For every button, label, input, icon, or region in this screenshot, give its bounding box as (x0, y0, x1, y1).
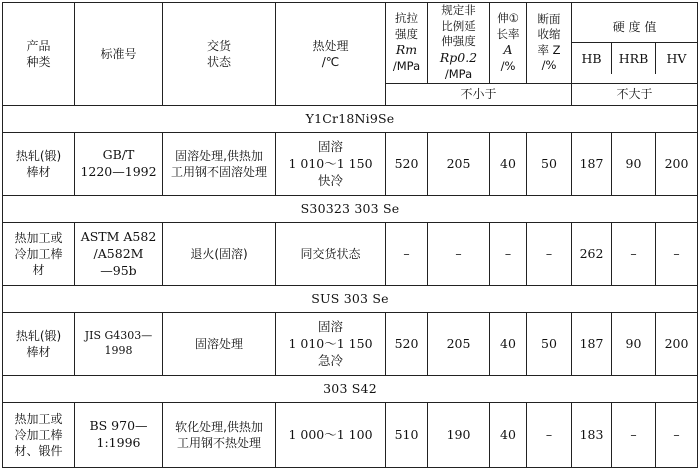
elongation-cell: 40 (490, 403, 527, 468)
heat-treatment-cell: 固溶 1 010～1 150 快冷 (276, 133, 386, 196)
header-tensile-line2: 强度 (395, 26, 418, 41)
header-not-less-than: 不小于 (386, 83, 572, 105)
heat-treatment-cell: 固溶 1 010～1 150 急冷 (276, 313, 386, 376)
yield-strength-cell: 190 (428, 403, 490, 468)
delivery-state-cell: 退火(固溶) (163, 223, 276, 286)
hrb-cell: 90 (612, 133, 656, 196)
elongation-cell: 40 (490, 313, 527, 376)
properties-table (2, 2, 698, 468)
header-reduction-line3: 率 Z (537, 42, 561, 57)
header-heat-treatment (276, 3, 386, 106)
hrb-cell: – (612, 403, 656, 468)
header-reduction-line2: 收缩 (537, 27, 561, 42)
standard-cell: JIS G4303—1998 (75, 313, 163, 376)
header-elong-line1: 伸① (497, 11, 519, 26)
hb-cell: 187 (572, 313, 612, 376)
standard-cell: GB/T 1220—1992 (75, 133, 163, 196)
delivery-state-cell: 固溶处理 (163, 313, 276, 376)
table-row (3, 223, 698, 286)
header-hardness-title: 硬 度 值 (572, 12, 697, 43)
header-product-type: 产品 种类 (3, 3, 75, 106)
hrb-cell: – (612, 223, 656, 286)
hb-cell: 183 (572, 403, 612, 468)
product-type-cell: 热加工或 冷加工棒 材 (3, 223, 75, 286)
table-row (3, 403, 698, 468)
elongation-cell: 40 (490, 133, 527, 196)
tensile-strength-cell: – (386, 223, 428, 286)
product-type-cell: 热加工或 冷加工棒 材、锻件 (3, 403, 75, 468)
header-hv: HV (666, 50, 687, 66)
header-yield-line2: 比例延 (441, 18, 476, 33)
delivery-state-cell: 固溶处理,供热加 工用钢不固溶处理 (163, 133, 276, 196)
header-row (3, 3, 698, 84)
grade-row (3, 375, 698, 402)
reduction-cell: – (527, 223, 572, 286)
header-not-greater-than: 不大于 (572, 83, 698, 105)
grade-row (3, 106, 698, 133)
header-heat-treatment-unit: /℃ (321, 55, 340, 70)
hv-cell: 200 (656, 133, 698, 196)
grade-label: S30323 303 Se (3, 196, 698, 223)
header-reduction-line1: 断面 (537, 11, 561, 26)
header-tensile-strength (386, 3, 428, 84)
heat-treatment-cell: 同交货状态 (276, 223, 386, 286)
standard-cell: BS 970— 1:1996 (75, 403, 163, 468)
table-row (3, 313, 698, 376)
hb-cell: 187 (572, 133, 612, 196)
header-hrb: HRB (612, 43, 656, 74)
delivery-state-cell: 软化处理,供热加 工用钢不热处理 (163, 403, 276, 468)
header-elong-line2: 长率 (496, 26, 520, 41)
standard-cell: ASTM A582 /A582M —95b (75, 223, 163, 286)
header-reduction-unit: /% (541, 58, 557, 73)
tensile-strength-cell: 520 (386, 133, 428, 196)
hb-cell: 262 (572, 223, 612, 286)
header-yield-unit: /MPa (444, 66, 473, 81)
yield-strength-cell: – (428, 223, 490, 286)
header-heat-treatment-label: 热处理 (312, 38, 349, 53)
header-tensile-line1: 抗拉 (395, 11, 418, 26)
tensile-strength-cell: 510 (386, 403, 428, 468)
header-elong-symbol: A (503, 42, 513, 58)
heat-treatment-cell: 1 000～1 100 (276, 403, 386, 468)
header-tensile-unit: /MPa (392, 59, 421, 74)
header-standard-no: 标准号 (75, 3, 163, 106)
header-hb: HB (572, 43, 612, 74)
header-yield-symbol: Rp0.2 (439, 49, 478, 65)
header-yield-line3: 伸强度 (441, 34, 476, 49)
reduction-cell: – (527, 403, 572, 468)
header-reduction-of-area (527, 3, 572, 84)
elongation-cell: – (490, 223, 527, 286)
hrb-cell: 90 (612, 313, 656, 376)
grade-label: 303 S42 (3, 375, 698, 402)
header-hardness-group (572, 3, 698, 84)
yield-strength-cell: 205 (428, 133, 490, 196)
header-yield-line1: 规定非 (441, 3, 476, 18)
product-type-cell: 热轧(锻) 棒材 (3, 313, 75, 376)
product-type-cell: 热轧(锻) 棒材 (3, 133, 75, 196)
tensile-strength-cell: 520 (386, 313, 428, 376)
hv-cell: – (656, 223, 698, 286)
header-elongation (490, 3, 527, 84)
header-yield-strength (428, 3, 490, 84)
reduction-cell: 50 (527, 133, 572, 196)
grade-label: Y1Cr18Ni9Se (3, 106, 698, 133)
hv-cell: 200 (656, 313, 698, 376)
hv-cell: – (656, 403, 698, 468)
table-row (3, 133, 698, 196)
grade-label: SUS 303 Se (3, 285, 698, 312)
header-hardness-scales (572, 43, 697, 74)
grade-row (3, 285, 698, 312)
header-elong-unit: /% (500, 59, 516, 74)
reduction-cell: 50 (527, 313, 572, 376)
yield-strength-cell: 205 (428, 313, 490, 376)
grade-row (3, 196, 698, 223)
header-delivery-state: 交货 状态 (163, 3, 276, 106)
header-tensile-symbol: Rm (395, 42, 418, 58)
